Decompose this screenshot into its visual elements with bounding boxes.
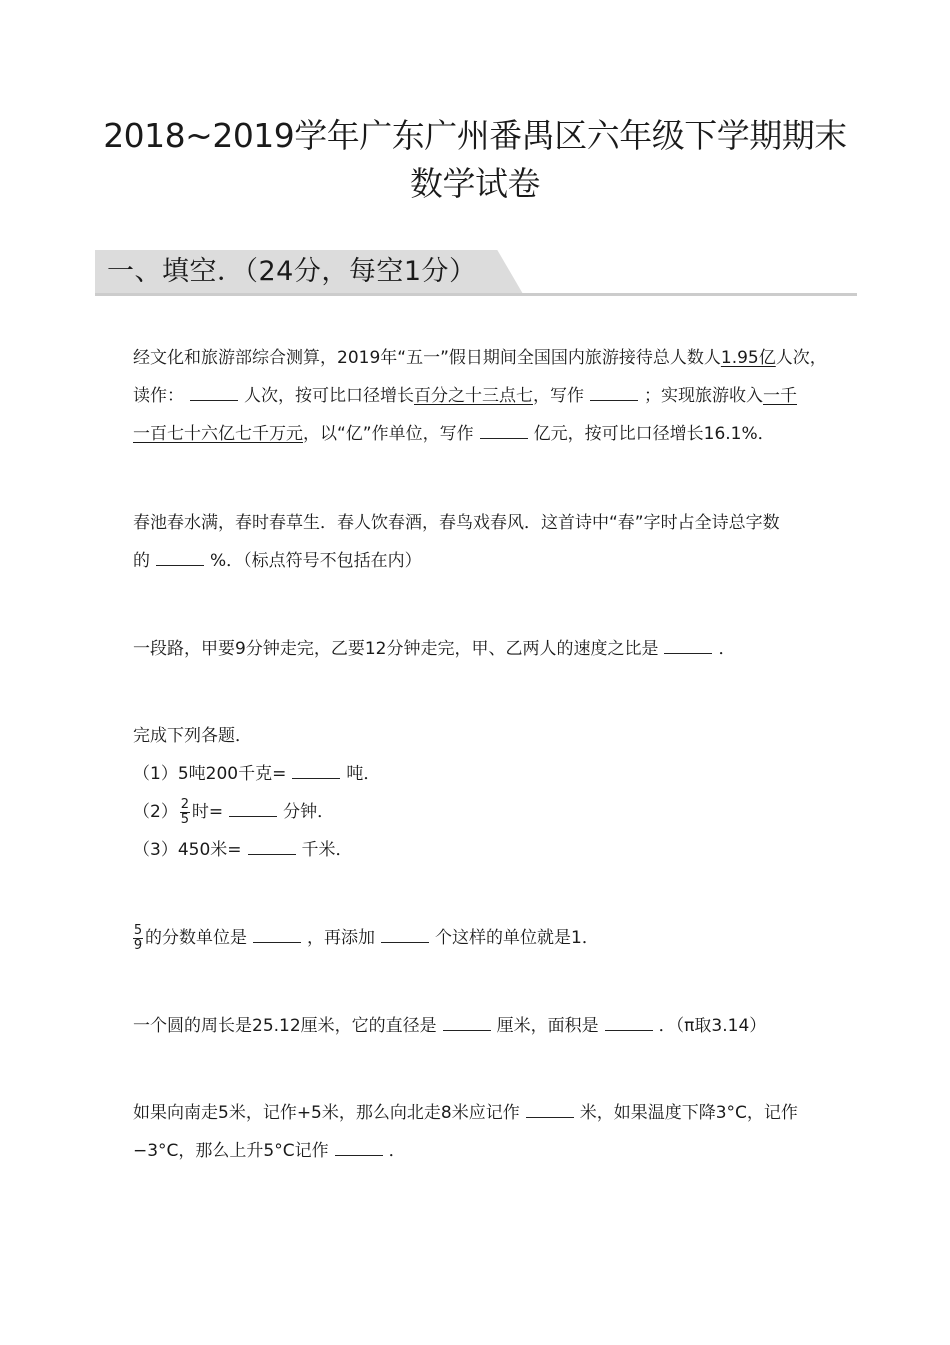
question-5	[133, 919, 833, 957]
q4-text: 吨．	[346, 764, 381, 784]
q1-underlined-amount: 一百七十六亿七千万元	[133, 424, 303, 444]
section-divider	[95, 293, 857, 296]
q4-text: （3）450米=	[133, 840, 242, 860]
q1-text: ，写作	[533, 386, 584, 406]
q6-text: ．（π取3.14）	[658, 1016, 767, 1036]
q1-text: ，以“亿”作单位，写作	[303, 424, 474, 444]
answer-blank[interactable]	[664, 639, 712, 654]
question-2	[133, 504, 833, 580]
q1-text: 亿元，按可比口径增长16.1%．	[533, 424, 775, 444]
question-4-part-3	[133, 831, 833, 869]
fraction-numerator: 5	[133, 922, 143, 938]
question-7	[133, 1094, 833, 1170]
question-6	[133, 1007, 833, 1045]
q3-text: ．	[718, 639, 736, 659]
question-7-line-1	[133, 1094, 833, 1132]
fraction-numerator: 2	[180, 796, 189, 812]
q7-text: 米，如果温度下降3°C，记作	[579, 1103, 798, 1123]
question-1-line-1	[133, 339, 833, 377]
q7-text: −3°C，那么上升5°C记作	[133, 1141, 329, 1161]
q7-text: ．	[388, 1141, 406, 1161]
question-2-line-1: 春池春水满，春时春草生．春人饮春酒，春鸟戏春风．这首诗中“春”字时占全诗总字数	[133, 513, 780, 533]
q5-text: 的分数单位是	[145, 928, 247, 948]
answer-blank[interactable]	[335, 1141, 383, 1156]
q6-text: 一个圆的周长是25.12厘米，它的直径是	[133, 1016, 437, 1036]
q3-text: 一段路，甲要9分钟走完，乙要12分钟走完，甲、乙两人的速度之比是	[133, 639, 659, 659]
question-7-line-2	[133, 1132, 833, 1170]
title-line-1: 2018~2019学年广东广州番禺区六年级下学期期末	[103, 116, 847, 155]
question-2-line-2	[133, 542, 833, 580]
answer-blank[interactable]	[526, 1103, 574, 1118]
question-4-part-2	[133, 793, 833, 831]
q1-text: 读作：	[133, 386, 184, 406]
fraction	[180, 798, 190, 827]
question-6-line-1	[133, 1007, 833, 1045]
q6-text: 厘米，面积是	[496, 1016, 599, 1036]
question-5-line-1	[133, 919, 833, 957]
q1-text: 人次，按可比口径增长	[244, 386, 414, 406]
answer-blank[interactable]	[292, 764, 340, 779]
answer-blank[interactable]	[248, 840, 296, 855]
section-heading: 一、填空．（24分，每空1分）	[107, 256, 477, 287]
question-4-part-1	[133, 755, 833, 793]
fraction-denominator: 5	[180, 811, 189, 827]
answer-blank[interactable]	[190, 386, 238, 401]
fraction-denominator: 9	[133, 937, 143, 953]
q4-text: 分钟．	[283, 802, 335, 822]
q5-text: ，再添加	[307, 928, 375, 948]
answer-blank[interactable]	[253, 928, 301, 943]
q2-text: %．（标点符号不包括在内）	[210, 551, 422, 571]
question-1	[133, 339, 833, 453]
answer-blank[interactable]	[605, 1016, 653, 1031]
answer-blank[interactable]	[381, 928, 429, 943]
section-banner	[95, 250, 857, 295]
q4-text: 时=	[191, 802, 224, 822]
question-4	[133, 717, 833, 869]
q7-text: 如果向南走5米，记作+5米，那么向北走8米应记作	[133, 1103, 520, 1123]
q2-text: 的	[133, 551, 150, 571]
q5-text: 个这样的单位就是1．	[435, 928, 599, 948]
fraction	[133, 924, 143, 953]
answer-blank[interactable]	[480, 424, 528, 439]
question-3-line-1	[133, 630, 833, 668]
q4-text: （2）	[133, 802, 178, 822]
q1-text: 经文化和旅游部综合测算，2019年“五一”假日期间全国国内旅游接待总人数人	[133, 348, 721, 368]
q4-text: 千米．	[301, 840, 353, 860]
answer-blank[interactable]	[156, 551, 204, 566]
page-title	[60, 112, 890, 208]
q1-underlined-amount: 一千	[763, 386, 797, 406]
title-line-2: 数学试卷	[410, 164, 540, 203]
question-4-intro: 完成下列各题．	[133, 726, 252, 746]
answer-blank[interactable]	[443, 1016, 491, 1031]
answer-blank[interactable]	[229, 802, 277, 817]
question-1-line-2	[133, 377, 833, 415]
q1-text: ；实现旅游收入	[644, 386, 763, 406]
q1-underlined-number: 1.95亿	[720, 348, 776, 368]
question-1-line-3	[133, 415, 833, 453]
question-3	[133, 630, 833, 668]
q1-text: 人次，	[775, 348, 827, 368]
q1-underlined-percent: 百分之十三点七	[414, 386, 533, 406]
q4-text: （1）5吨200千克=	[133, 764, 287, 784]
answer-blank[interactable]	[590, 386, 638, 401]
